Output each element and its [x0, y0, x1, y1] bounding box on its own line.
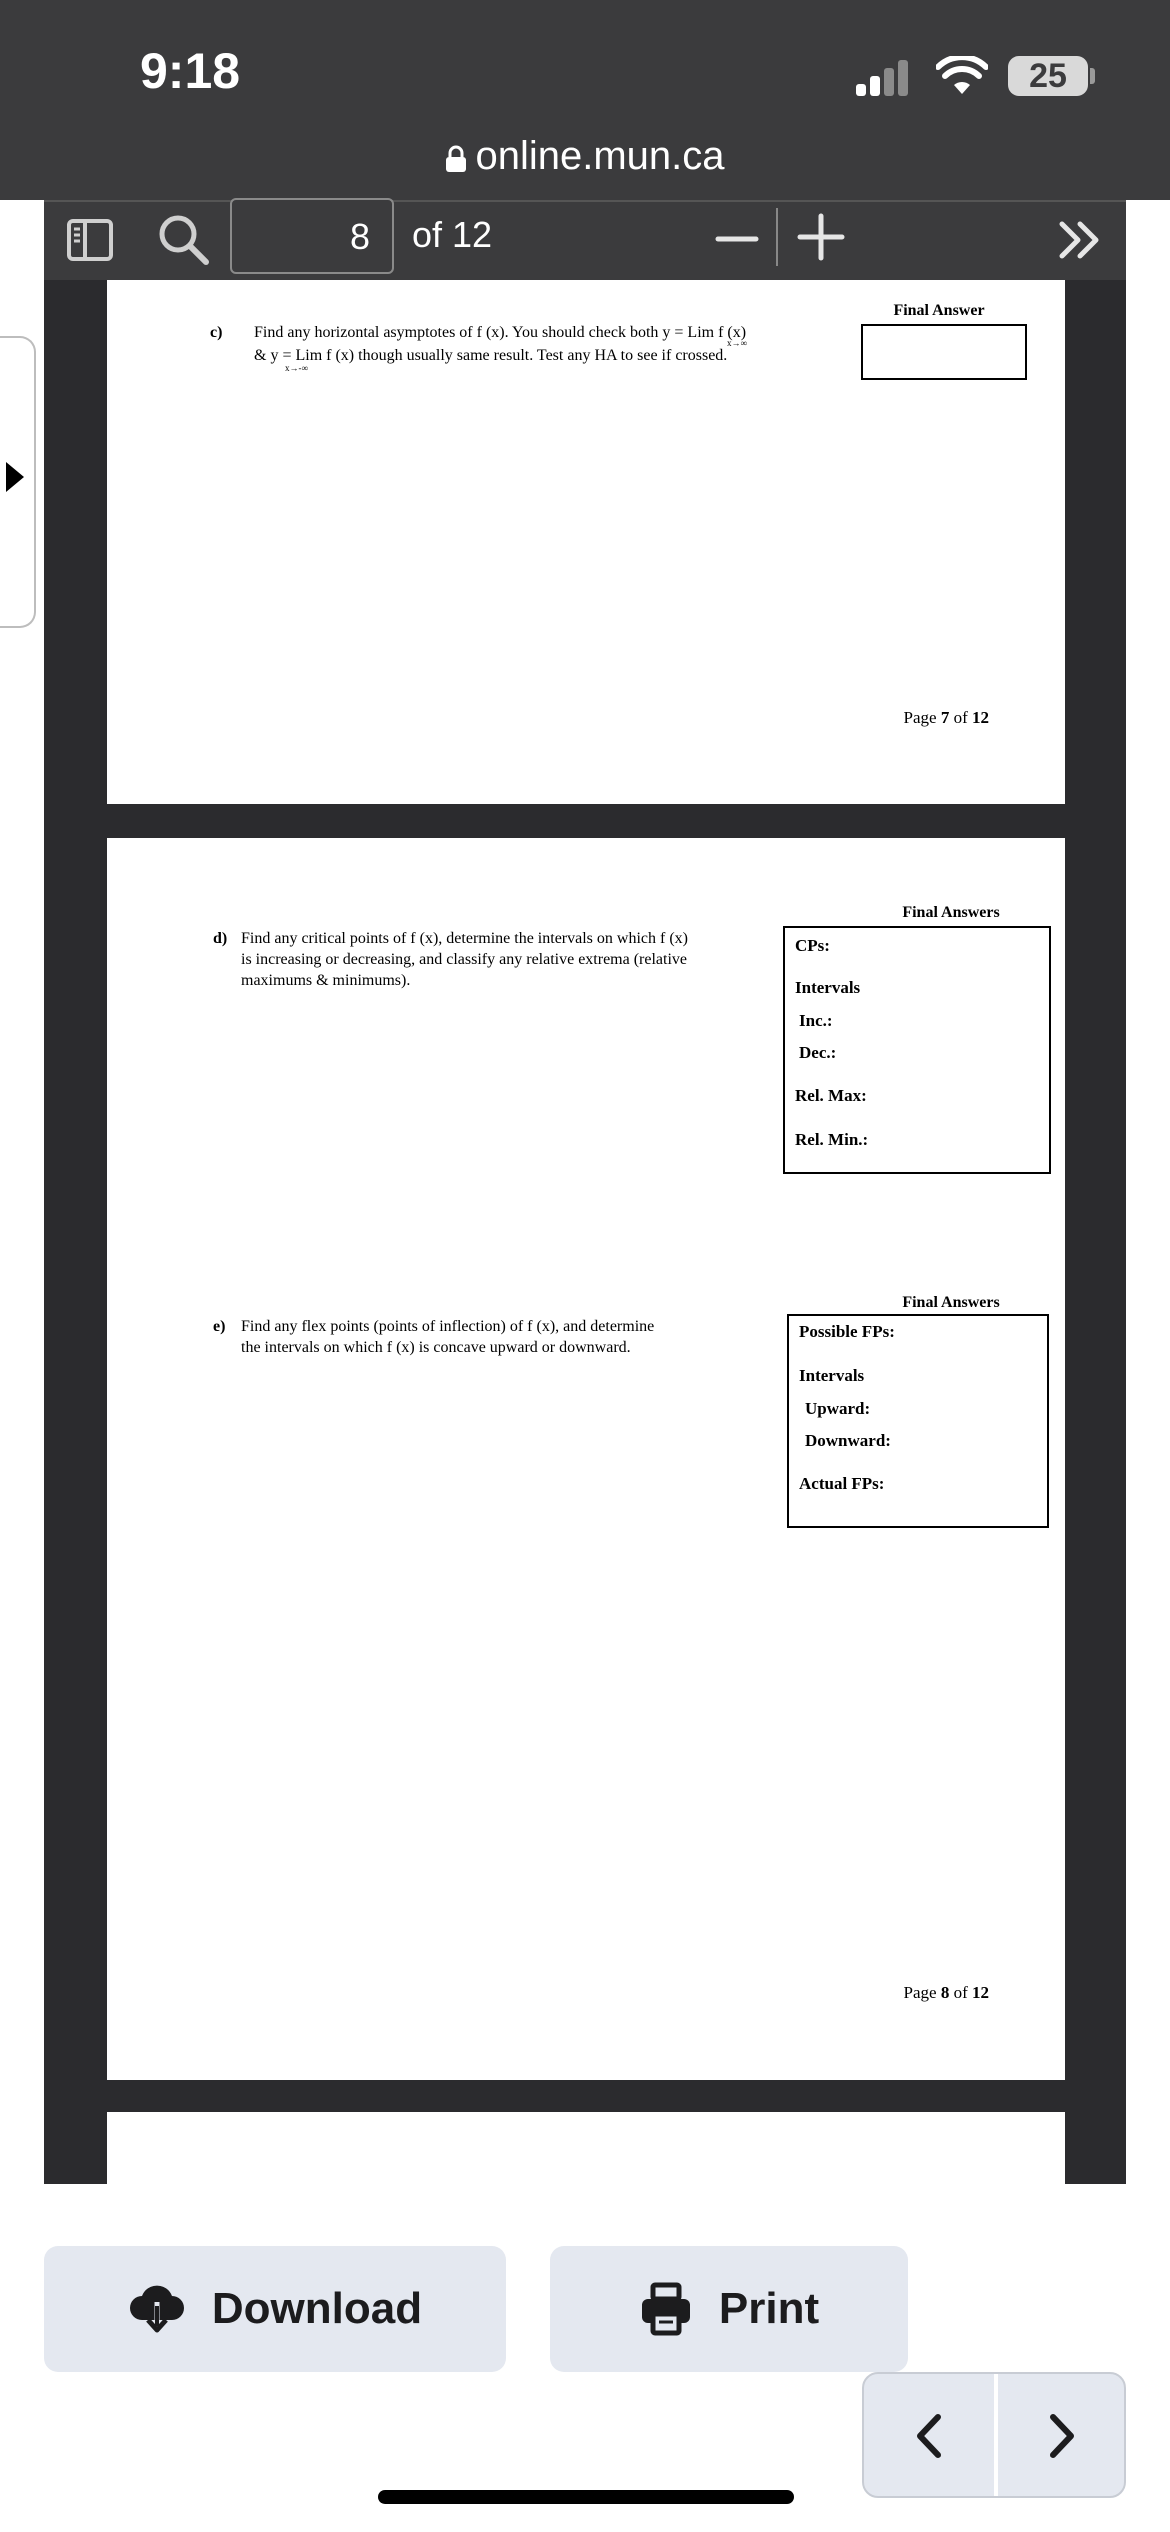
question-d-line: maximums & minimums).: [241, 972, 411, 989]
pdf-viewer[interactable]: [44, 280, 1126, 2184]
question-d-line: Find any critical points of f (x), determine the intervals on which f (x): [241, 930, 688, 947]
print-label: Print: [718, 2284, 820, 2333]
final-answers-d-box: [783, 926, 1051, 1174]
double-chevron-right-icon[interactable]: [1056, 216, 1106, 264]
rel-min-label: Rel. Min.:: [795, 1130, 869, 1149]
question-e-line: Find any flex points (points of inflection) of f (x), and determine: [241, 1318, 655, 1335]
minus-icon[interactable]: [712, 214, 762, 264]
cps-label: CPs:: [795, 936, 830, 955]
page-number-input[interactable]: 8: [230, 198, 394, 274]
pdf-toolbar: [44, 200, 1126, 282]
limit-subscript-2: x→-∞: [285, 363, 308, 373]
previous-page-button[interactable]: [864, 2374, 998, 2498]
upward-label: Upward:: [805, 1399, 871, 1418]
downward-label: Downward:: [805, 1431, 891, 1450]
final-answer-box: [861, 324, 1027, 380]
question-c-line1: Find any horizontal asymptotes of f (x). You should check both y = Lim f (x): [254, 324, 747, 341]
cloud-download-icon: [128, 2284, 186, 2334]
wifi-icon: [936, 56, 988, 96]
plus-icon[interactable]: [794, 210, 848, 264]
printer-icon: [639, 2282, 693, 2336]
home-indicator: [378, 2490, 794, 2504]
pdf-page-8: [107, 838, 1065, 2080]
question-e-line: the intervals on which f (x) is concave upward or downward.: [241, 1339, 631, 1356]
page-navigation: [862, 2372, 1126, 2498]
zoom-divider: [776, 208, 778, 266]
actual-fps-label: Actual FPs:: [799, 1474, 885, 1493]
page-footer-8: Page 8 of 12: [903, 1983, 989, 2002]
chevron-left-icon: [912, 2411, 946, 2461]
battery-icon: 25: [1008, 56, 1088, 96]
pdf-page-9: [107, 2112, 1065, 2184]
expand-arrow-icon[interactable]: [6, 462, 24, 492]
address-bar[interactable]: [0, 134, 1170, 179]
chevron-right-icon: [1045, 2411, 1079, 2461]
intervals-label: Intervals: [799, 1366, 865, 1385]
final-answers-e-title: Final Answers: [902, 1294, 1000, 1311]
question-e-label: e): [213, 1318, 226, 1335]
question-c-label: c): [210, 324, 223, 341]
search-icon[interactable]: [156, 212, 212, 268]
question-d-line: is increasing or decreasing, and classify any relative extrema (relative: [241, 951, 688, 968]
download-label: Download: [211, 2284, 423, 2333]
battery-tip: [1090, 68, 1095, 84]
status-time: 9:18: [140, 43, 241, 99]
question-c-line2: & y = Lim f (x) though usually same result. Test any HA to see if crossed.: [254, 347, 728, 364]
page-total-label: of 12: [412, 214, 493, 255]
lock-icon: [445, 145, 467, 173]
url-text: online.mun.ca: [475, 134, 725, 178]
question-d-label: d): [213, 930, 228, 947]
final-answer-title: Final Answer: [893, 302, 985, 319]
final-answers-e-box: [787, 1314, 1049, 1528]
question-d-text: [241, 928, 801, 991]
intervals-label: Intervals: [795, 978, 861, 997]
cellular-signal-icon: [856, 58, 914, 96]
final-answers-d-title: Final Answers: [902, 904, 1000, 921]
inc-label: Inc.:: [799, 1011, 833, 1030]
next-page-button[interactable]: [998, 2374, 1126, 2498]
dec-label: Dec.:: [799, 1043, 837, 1062]
pdf-page-7: [107, 280, 1065, 804]
rel-max-label: Rel. Max:: [795, 1086, 867, 1105]
question-e-text: [241, 1316, 781, 1358]
status-bar: [0, 0, 1170, 200]
sidebar-icon[interactable]: [66, 216, 114, 264]
possible-fps-label: Possible FPs:: [799, 1322, 895, 1341]
print-button[interactable]: [550, 2246, 908, 2372]
download-button[interactable]: [44, 2246, 506, 2372]
limit-subscript-1: x→∞: [727, 338, 747, 348]
page-footer-7: Page 7 of 12: [903, 708, 989, 727]
